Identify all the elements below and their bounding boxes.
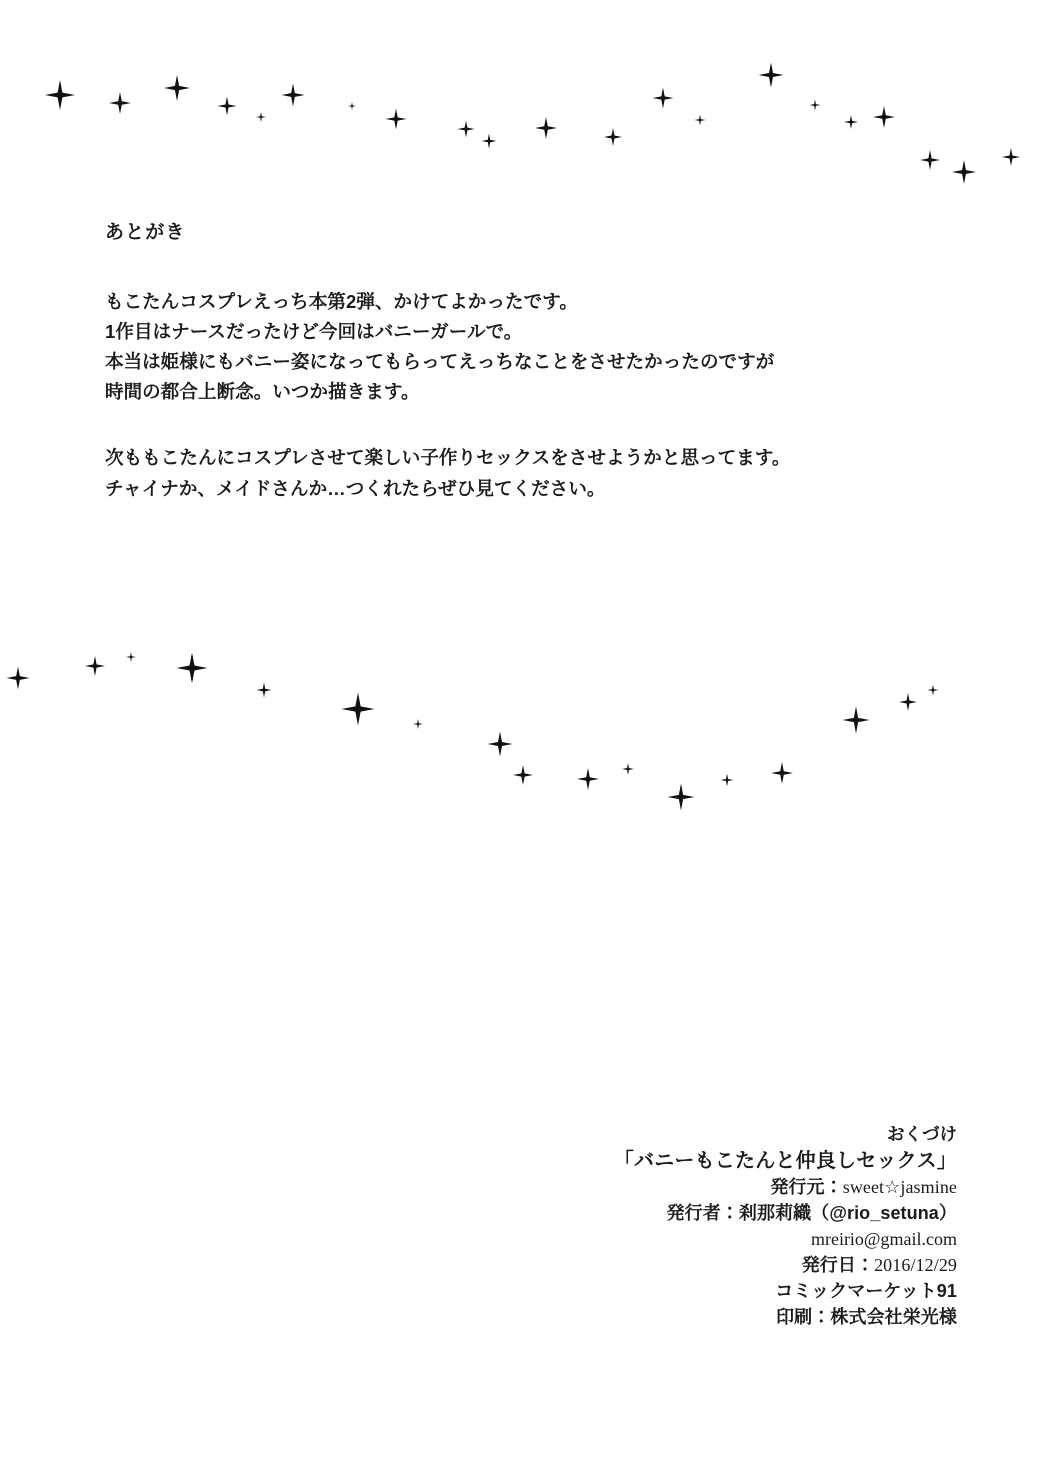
sparkle-star-icon [218,97,237,116]
sparkle-star-icon [282,84,305,107]
afterword-line: チャイナか、メイドさんか…つくれたらぜひ見てください。 [105,477,606,499]
sparkle-star-icon [1002,148,1020,166]
afterword-paragraph-1 [105,287,925,408]
colophon-publisher-value: sweet☆jasmine [842,1177,957,1198]
colophon-publisher-label: 発行元： [770,1177,843,1198]
colophon-printer [0,1305,957,1331]
afterword-line: 次ももこたんにコスプレさせて楽しい子作りセックスをさせようかと思ってます。 [105,447,791,469]
sparkle-star-icon [488,732,513,757]
colophon-email: mreirio@gmail.com [810,1229,957,1250]
sparkle-star-icon [604,128,622,146]
afterword-line: 時間の都合上断念。いつか描きます。 [105,381,420,403]
colophon-date-value: 2016/12/29 [874,1254,957,1275]
sparkle-star-icon [164,75,190,101]
sparkle-star-icon [721,774,734,787]
sparkle-star-icon [899,693,917,711]
sparkle-star-icon [126,652,136,662]
colophon-section [0,1122,957,1331]
sparkle-star-icon [622,763,634,775]
colophon-author [0,1201,957,1227]
afterword-line: 本当は姫様にもバニー姿になってもらってえっちなことをさせたかったのですが [105,351,775,373]
sparkle-star-icon [458,121,475,138]
sparkle-star-icon [256,112,266,122]
sparkle-star-icon [920,150,940,170]
sparkle-star-icon [85,656,105,676]
sparkle-star-icon [7,667,30,690]
sparkle-star-icon [177,653,208,684]
sparkle-star-icon [342,693,375,726]
sparkle-star-icon [513,765,533,785]
sparkle-star-icon [771,762,793,784]
colophon-printer-label: 印刷： [776,1306,831,1327]
sparkle-star-icon [577,768,599,790]
sparkle-star-icon [668,784,695,811]
sparkle-star-icon [386,109,407,130]
colophon-event: コミックマーケット91 [775,1280,957,1301]
sparkle-star-icon [952,160,976,184]
sparkle-star-icon [810,100,821,111]
sparkle-star-icon [413,719,423,729]
sparkle-star-icon [653,88,674,109]
sparkle-star-icon [873,106,895,128]
colophon-heading: おくづけ [887,1124,957,1144]
sparkle-star-icon [844,115,858,129]
afterword-line: 1作目はナースだったけど今回はバニーガールで。 [105,320,523,342]
afterword-heading: あとがき [105,222,186,243]
colophon-author-value: 刹那莉織（@rio_setuna） [738,1203,957,1224]
sparkle-star-icon [348,102,356,110]
colophon-author-label: 発行者： [666,1203,739,1224]
sparkle-star-icon [928,685,939,696]
colophon-work-title: 「バニーもこたんと仲良しセックス」 [613,1149,957,1172]
sparkle-star-icon [482,134,497,149]
sparkle-star-icon [695,115,706,126]
sparkle-star-icon [45,80,75,110]
colophon-date-label: 発行日： [801,1254,875,1275]
sparkle-star-icon [759,63,784,88]
afterword-paragraph-2 [105,443,925,503]
colophon-printer-value: 株式会社栄光様 [830,1306,957,1327]
afterword-line: もこたんコスプレえっち本第2弾、かけてよかったです。 [105,290,578,312]
colophon-publisher [0,1175,957,1201]
sparkle-star-icon [843,707,870,734]
sparkle-star-icon [257,683,272,698]
afterword-section [105,222,925,504]
sparkle-star-icon [535,117,557,139]
colophon-date [0,1253,957,1279]
sparkle-star-icon [109,92,131,114]
